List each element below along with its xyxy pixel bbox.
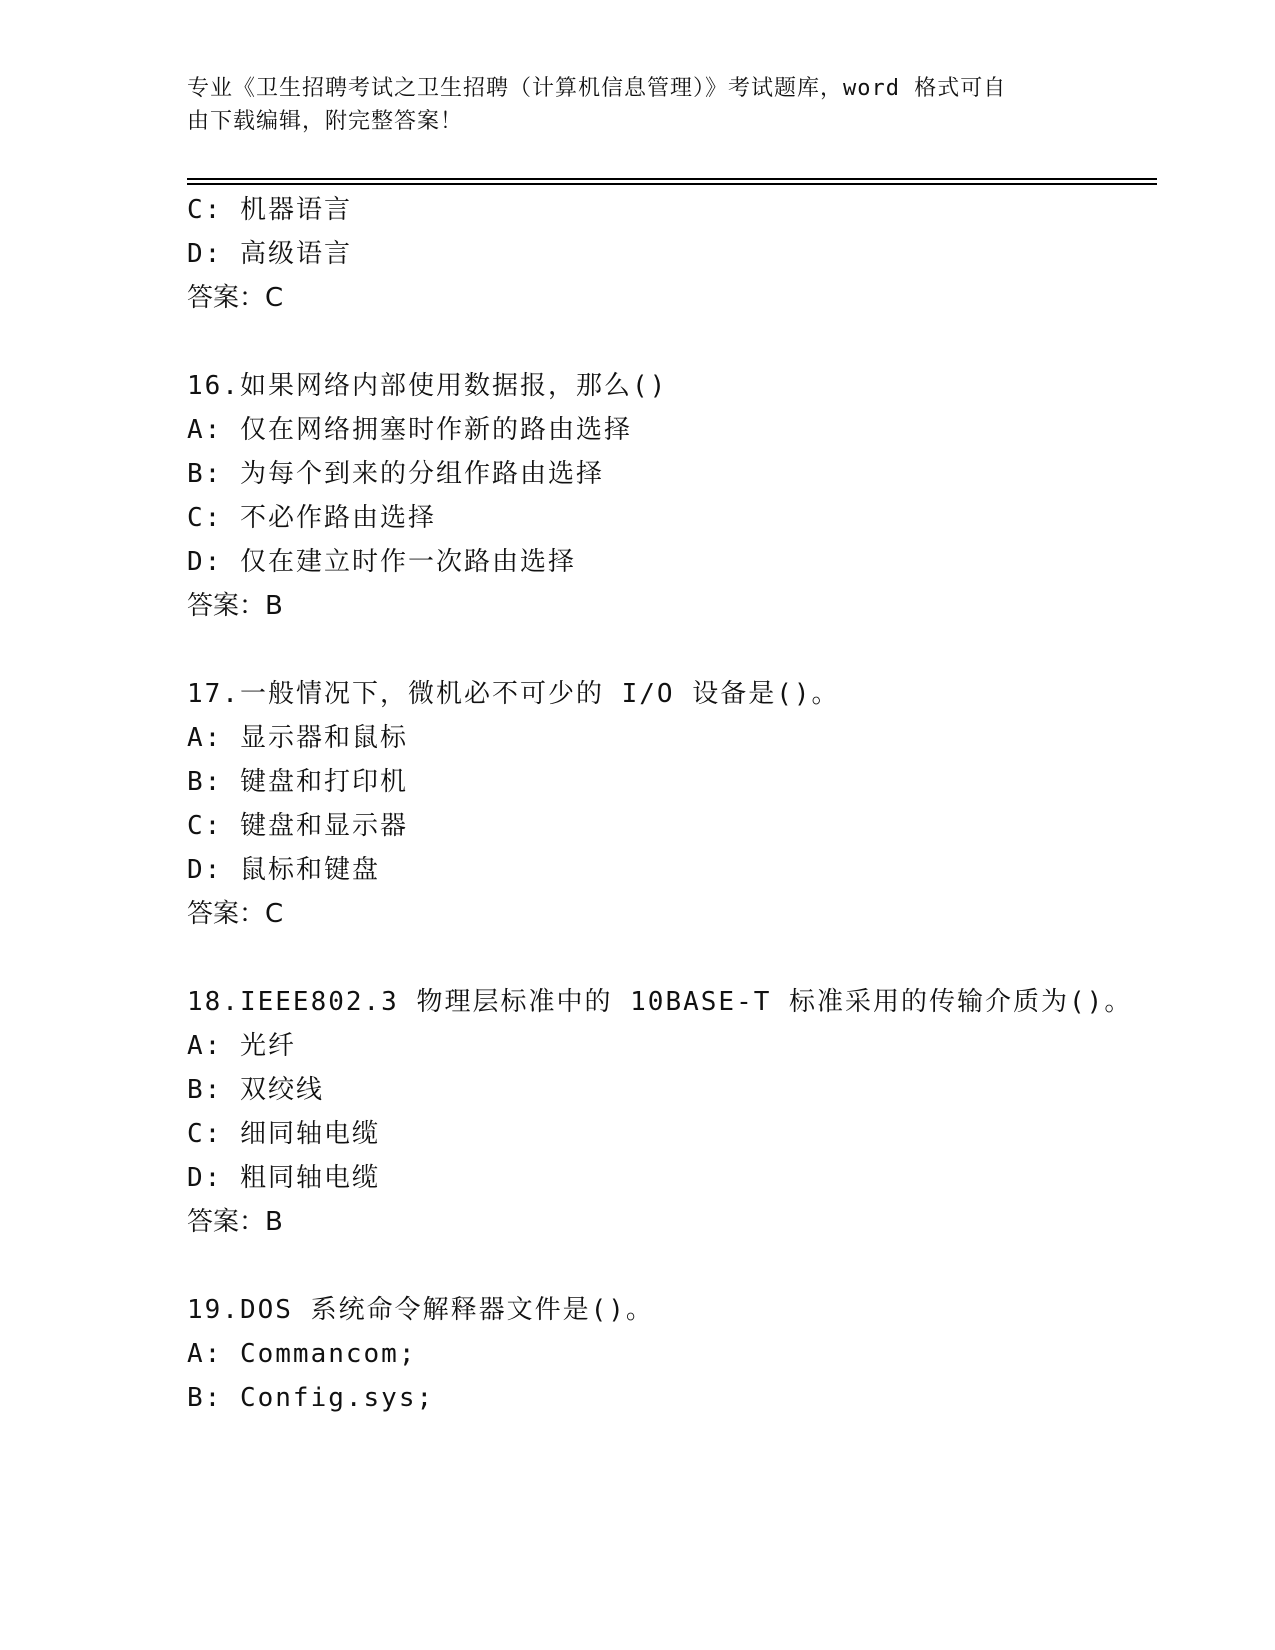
q17-answer: 答案：C xyxy=(187,899,284,929)
q19-option-b: B: Config.sys; xyxy=(187,1383,435,1413)
q16-option-a: A: 仅在网络拥塞时作新的路由选择 xyxy=(187,415,632,445)
prev-answer: 答案：C xyxy=(187,283,284,313)
q18-option-b: B: 双绞线 xyxy=(187,1075,324,1105)
q16-answer: 答案：B xyxy=(187,591,283,621)
q19-option-a: A: Commancom; xyxy=(187,1339,417,1369)
q18-stem: 18.IEEE802.3 物理层标准中的 10BASE-T 标准采用的传输介质为()。 xyxy=(187,987,1133,1017)
q18-option-c: C: 细同轴电缆 xyxy=(187,1119,380,1149)
q16-stem: 16.如果网络内部使用数据报，那么() xyxy=(187,371,668,401)
header-line-2: 由下载编辑，附完整答案！ xyxy=(187,109,464,134)
prev-option-d: D: 高级语言 xyxy=(187,239,352,269)
q18-option-d: D: 粗同轴电缆 xyxy=(187,1163,380,1193)
header-line-1: 专业《卫生招聘考试之卫生招聘（计算机信息管理）》考试题库，word 格式可自 xyxy=(187,76,1007,101)
q18-option-a: A: 光纤 xyxy=(187,1031,296,1061)
q17-option-b: B: 键盘和打印机 xyxy=(187,767,408,797)
prev-option-c: C: 机器语言 xyxy=(187,195,352,225)
q16-option-d: D: 仅在建立时作一次路由选择 xyxy=(187,547,576,577)
header-divider-bottom xyxy=(187,183,1157,185)
q17-option-d: D: 鼠标和键盘 xyxy=(187,855,380,885)
q18-answer: 答案：B xyxy=(187,1207,283,1237)
q16-option-b: B: 为每个到来的分组作路由选择 xyxy=(187,459,604,489)
q19-stem: 19.DOS 系统命令解释器文件是()。 xyxy=(187,1295,654,1325)
q16-option-c: C: 不必作路由选择 xyxy=(187,503,436,533)
q17-option-c: C: 键盘和显示器 xyxy=(187,811,408,841)
header-divider-top xyxy=(187,178,1157,180)
q17-option-a: A: 显示器和鼠标 xyxy=(187,723,408,753)
document-header xyxy=(187,72,1087,138)
q17-stem: 17.一般情况下，微机必不可少的 I/O 设备是()。 xyxy=(187,679,840,709)
